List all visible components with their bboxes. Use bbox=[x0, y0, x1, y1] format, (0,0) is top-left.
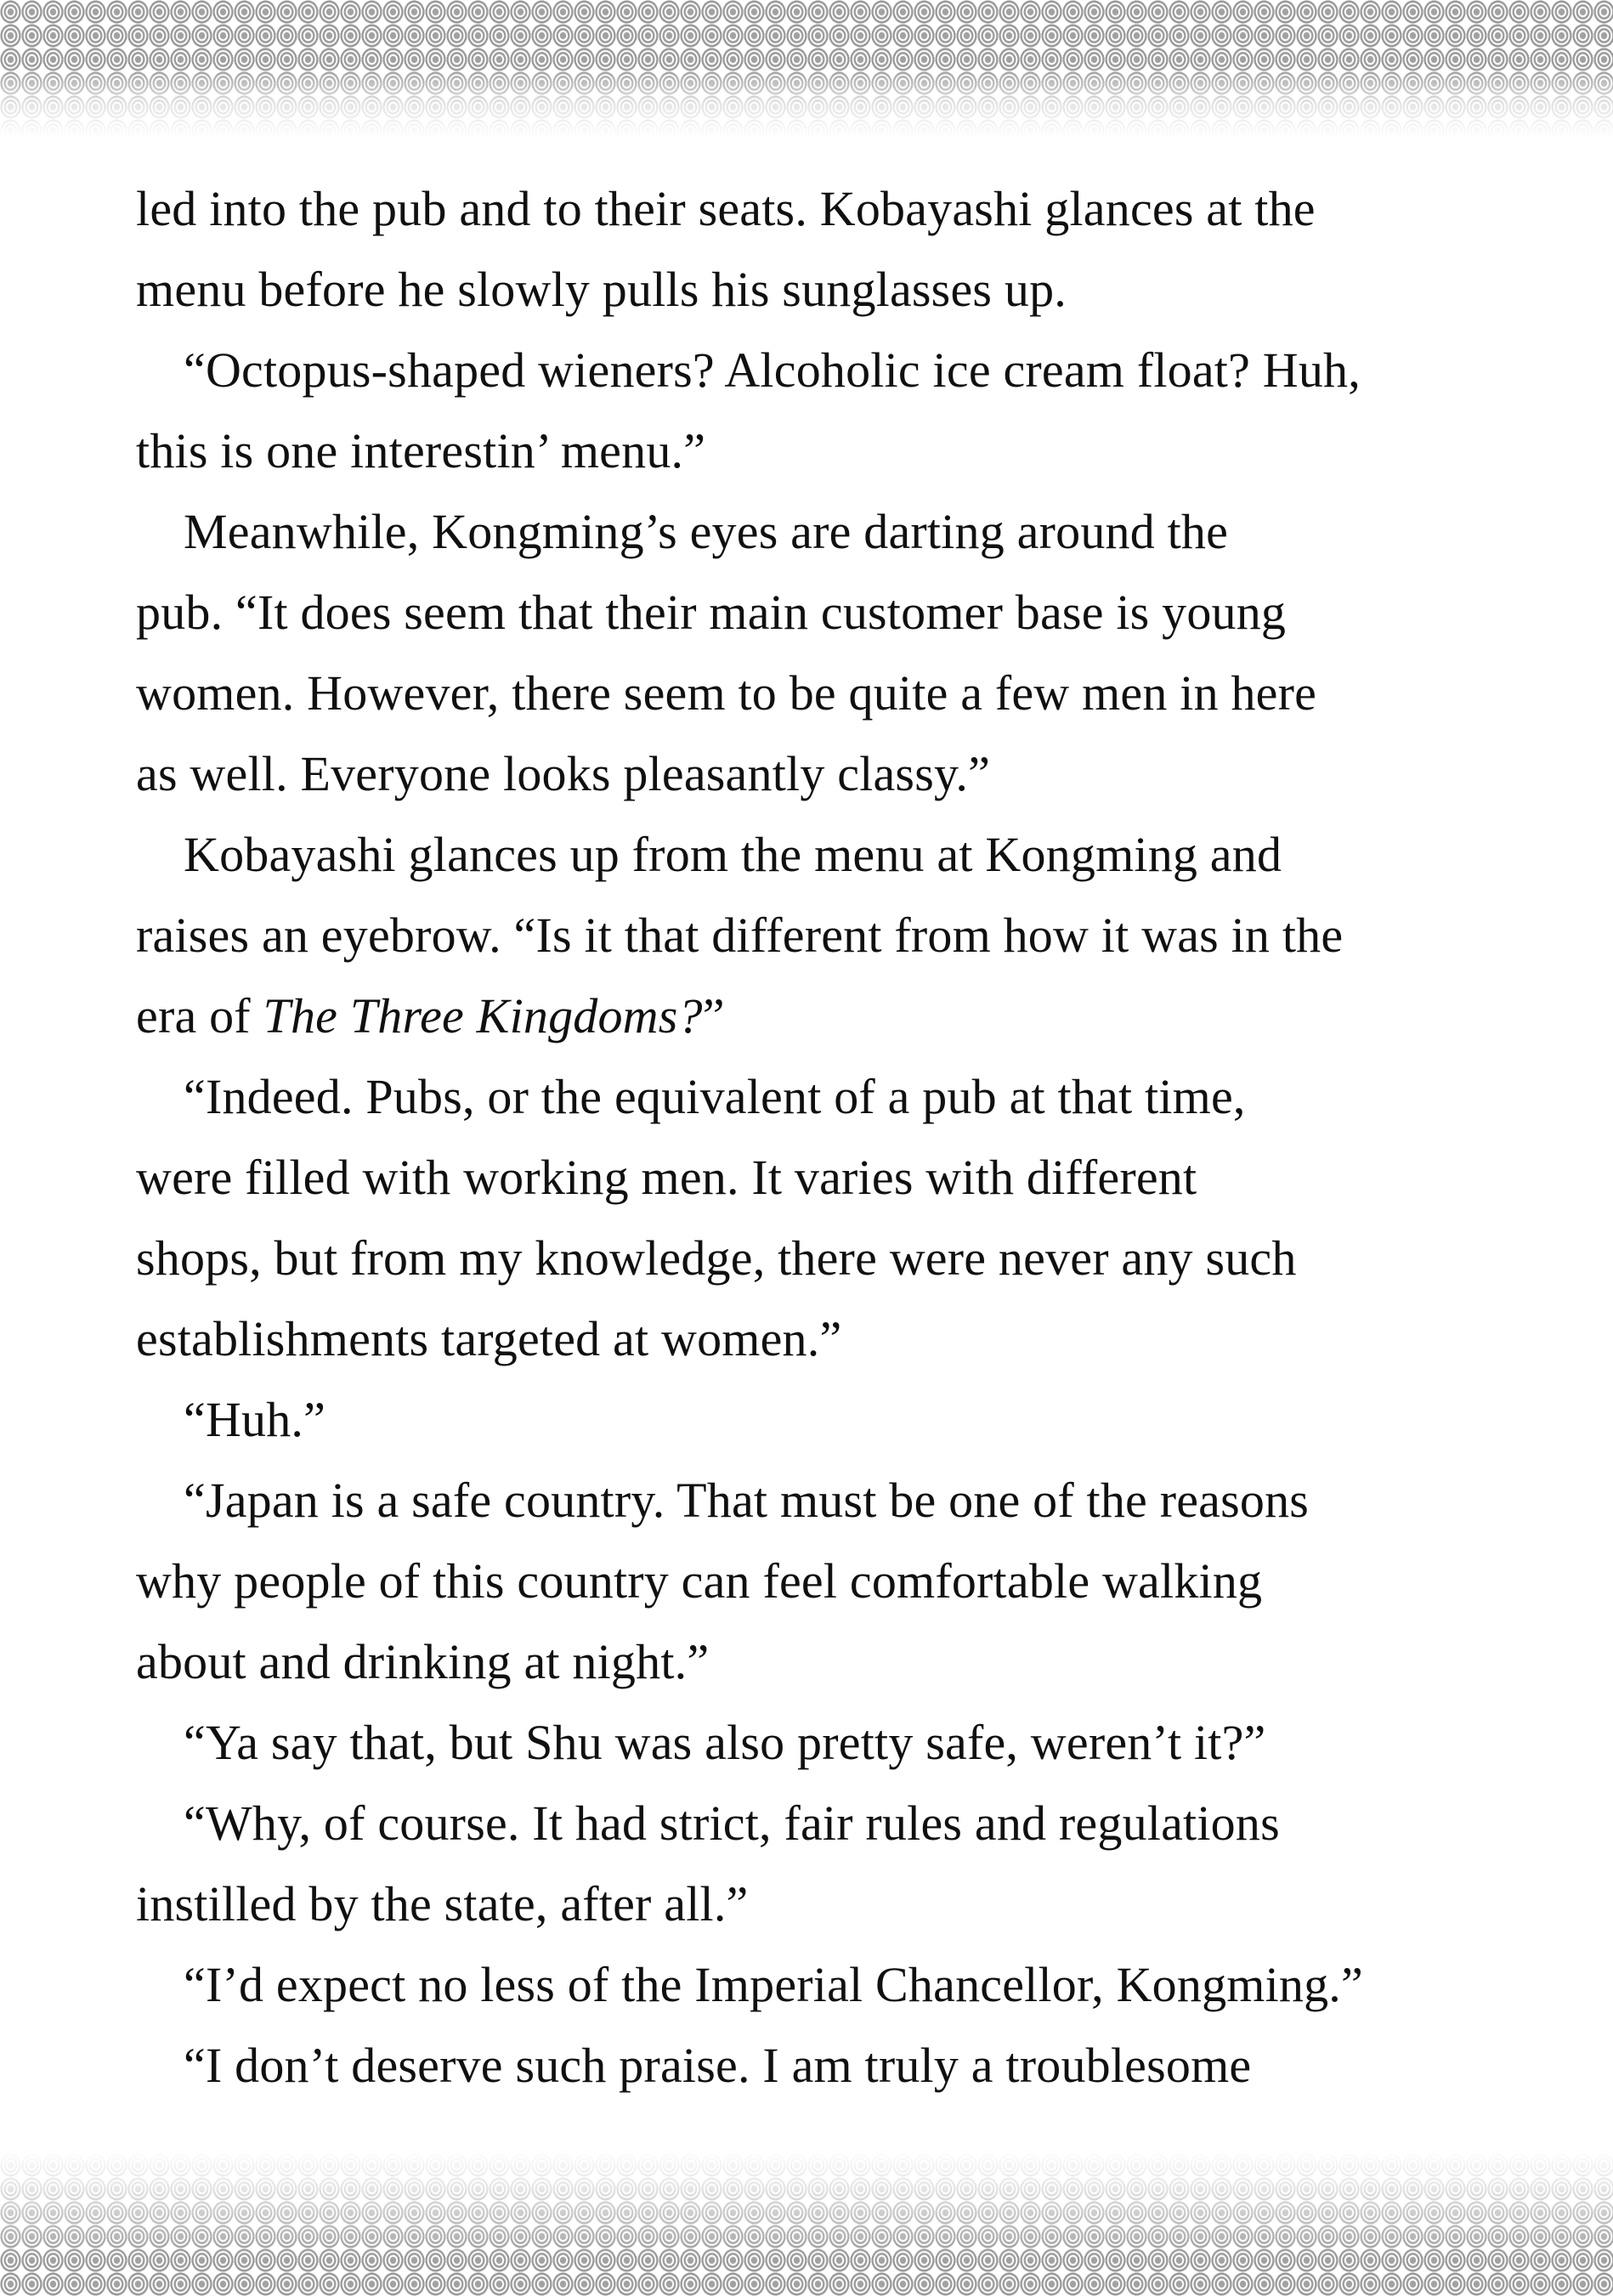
text-segment: “I’d expect no less of the Imperial Chancellor, Kongming.” bbox=[184, 1957, 1363, 2012]
text-segment: shops, but from my knowledge, there were never any such bbox=[136, 1230, 1297, 1286]
text-segment: “Japan is a safe country. That must be one of the reasons bbox=[184, 1473, 1310, 1528]
text-segment: “Octopus-shaped wieners? Alcoholic ice cream float? Huh, bbox=[184, 342, 1361, 398]
text-segment: raises an eyebrow. “Is it that different from how it was in the bbox=[136, 908, 1344, 963]
text-line bbox=[136, 1621, 1513, 1702]
text-line bbox=[136, 491, 1513, 572]
text-line bbox=[136, 1863, 1513, 1944]
text-segment: “Ya say that, but Shu was also pretty safe, weren’t it?” bbox=[184, 1715, 1266, 1770]
text-line bbox=[136, 1379, 1513, 1460]
text-segment: this is one interestin’ menu.” bbox=[136, 423, 706, 478]
book-title-italic: The Three Kingdoms? bbox=[263, 988, 703, 1043]
text-segment: as well. Everyone looks pleasantly classy.” bbox=[136, 746, 991, 801]
text-line bbox=[136, 653, 1513, 733]
text-segment: menu before he slowly pulls his sunglasses up. bbox=[136, 262, 1067, 317]
text-line bbox=[136, 2025, 1513, 2106]
text-segment: Kobayashi glances up from the menu at Kongming and bbox=[184, 827, 1282, 882]
text-line bbox=[136, 1460, 1513, 1541]
text-segment: instilled by the state, after all.” bbox=[136, 1876, 749, 1931]
text-segment: about and drinking at night.” bbox=[136, 1634, 710, 1689]
text-line bbox=[136, 1944, 1513, 2025]
text-segment: why people of this country can feel comfortable walking bbox=[136, 1553, 1263, 1609]
text-segment: were filled with working men. It varies with different bbox=[136, 1150, 1197, 1205]
text-line bbox=[136, 1298, 1513, 1379]
text-line bbox=[136, 1702, 1513, 1783]
text-line bbox=[136, 1783, 1513, 1863]
text-segment: “I don’t deserve such praise. I am truly a troublesome bbox=[184, 2038, 1252, 2093]
text-line bbox=[136, 410, 1513, 491]
text-line bbox=[136, 1056, 1513, 1137]
text-segment: Meanwhile, Kongming’s eyes are darting around the bbox=[184, 504, 1229, 559]
text-line bbox=[136, 1218, 1513, 1298]
text-line bbox=[136, 976, 1513, 1056]
text-line bbox=[136, 1137, 1513, 1218]
text-segment: ” bbox=[702, 988, 725, 1043]
text-line bbox=[136, 814, 1513, 895]
text-segment: women. However, there seem to be quite a few men in here bbox=[136, 665, 1317, 721]
text-segment: establishments targeted at women.” bbox=[136, 1311, 842, 1366]
text-segment: “Huh.” bbox=[184, 1392, 326, 1447]
page-text-block bbox=[136, 168, 1513, 2106]
text-segment: pub. “It does seem that their main customer base is young bbox=[136, 585, 1287, 640]
text-segment: era of bbox=[136, 988, 263, 1043]
text-line bbox=[136, 895, 1513, 976]
text-line bbox=[136, 249, 1513, 330]
text-line bbox=[136, 330, 1513, 410]
bottom-border-pattern bbox=[0, 2139, 1613, 2296]
text-line bbox=[136, 733, 1513, 814]
text-line bbox=[136, 1541, 1513, 1621]
top-border-pattern bbox=[0, 0, 1613, 144]
text-line bbox=[136, 572, 1513, 653]
text-segment: “Why, of course. It had strict, fair rules and regulations bbox=[184, 1796, 1280, 1851]
text-segment: “Indeed. Pubs, or the equivalent of a pub at that time, bbox=[184, 1069, 1246, 1124]
text-segment: led into the pub and to their seats. Kobayashi glances at the bbox=[136, 181, 1316, 236]
text-line bbox=[136, 168, 1513, 249]
